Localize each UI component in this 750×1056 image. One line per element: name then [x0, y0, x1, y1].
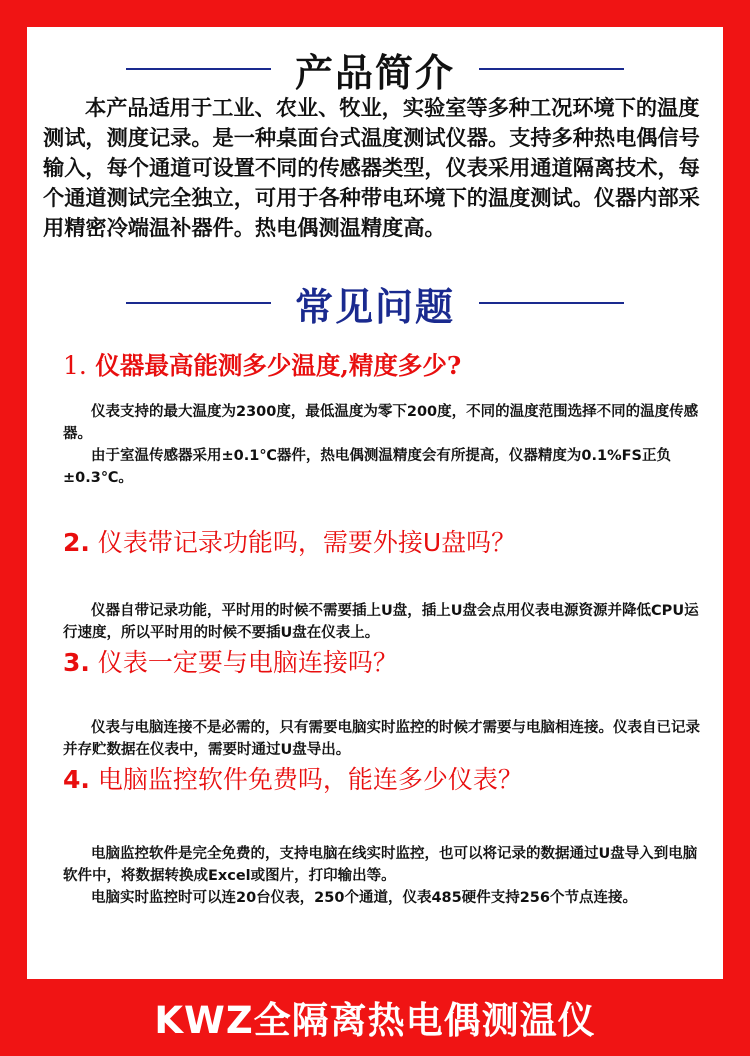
faq-answer-paragraph: 电脑实时监控时可以连20台仪表，250个通道，仪表485硬件支持256个节点连接。 — [91, 890, 637, 906]
faq-heading — [27, 273, 723, 333]
faq-question-number: 1. — [63, 351, 87, 380]
intro-title: 产品简介 — [294, 50, 455, 95]
content-panel — [27, 27, 723, 979]
intro-paragraph: 本产品适用于工业、农业、牧业，实验室等多种工况环境下的温度测试，测度记录。是一种桌面台式温度测试仪器。支持多种热电偶信号输入，每个通道可设置不同的传感器类型，仪表采用通道隔离技术，每个通道测试完全独立，可用于各种带电环境下的温度测试。仪器内部采用精密冷端温补器件。热电偶测温精度高。 — [43, 95, 700, 240]
footer-title: KWZ全隔离热电偶测温仪 — [154, 999, 596, 1042]
faq-question-4 — [63, 760, 703, 796]
faq-question-number: 3. — [63, 648, 90, 677]
faq-question-text: 仪表带记录功能吗，需要外接U盘吗？ — [89, 528, 517, 557]
faq-answer-1 — [63, 401, 703, 489]
faq-answer-paragraph: 仪表支持的最大温度为2300度，最低温度为零下200度，不同的温度范围选择不同的温度传感器。 — [63, 404, 699, 442]
faq-answer-2 — [63, 600, 703, 644]
faq-question-number: 4. — [63, 765, 90, 794]
faq-answer-paragraph: 电脑监控软件是完全免费的，支持电脑在线实时监控，也可以将记录的数据通过U盘导入到电脑软件中，将数据转换成Excel或图片，打印输出等。 — [63, 846, 698, 884]
faq-answer-3 — [63, 717, 703, 761]
heading-divider-left — [126, 302, 271, 304]
heading-divider-right — [479, 302, 624, 304]
faq-answer-paragraph: 由于室温传感器采用±0.1℃器件，热电偶测温精度会有所提高，仪器精度为0.1%FS正负±0.3℃。 — [63, 448, 671, 486]
heading-divider-right — [479, 68, 624, 70]
faq-answer-4 — [63, 843, 703, 909]
faq-question-3 — [63, 643, 703, 679]
faq-question-number: 2. — [63, 528, 90, 557]
faq-question-1 — [63, 347, 703, 382]
intro-heading — [27, 39, 723, 99]
faq-title: 常见问题 — [294, 284, 455, 329]
faq-question-text: 仪器最高能测多少温度,精度多少? — [86, 351, 462, 380]
faq-answer-paragraph: 仪器自带记录功能，平时用的时候不需要插上U盘，插上U盘会点用仪表电源资源并降低CPU运行速度，所以平时用的时候不要插U盘在仪表上。 — [63, 603, 699, 641]
faq-answer-paragraph: 仪表与电脑连接不是必需的，只有需要电脑实时监控的时候才需要与电脑相连接。仪表自已记录并存贮数据在仪表中，需要时通过U盘导出。 — [63, 720, 700, 758]
heading-divider-left — [126, 68, 271, 70]
faq-question-2 — [63, 523, 703, 559]
faq-question-text: 电脑监控软件免费吗，能连多少仪表？ — [89, 765, 523, 794]
faq-question-text: 仪表一定要与电脑连接吗？ — [89, 648, 398, 677]
